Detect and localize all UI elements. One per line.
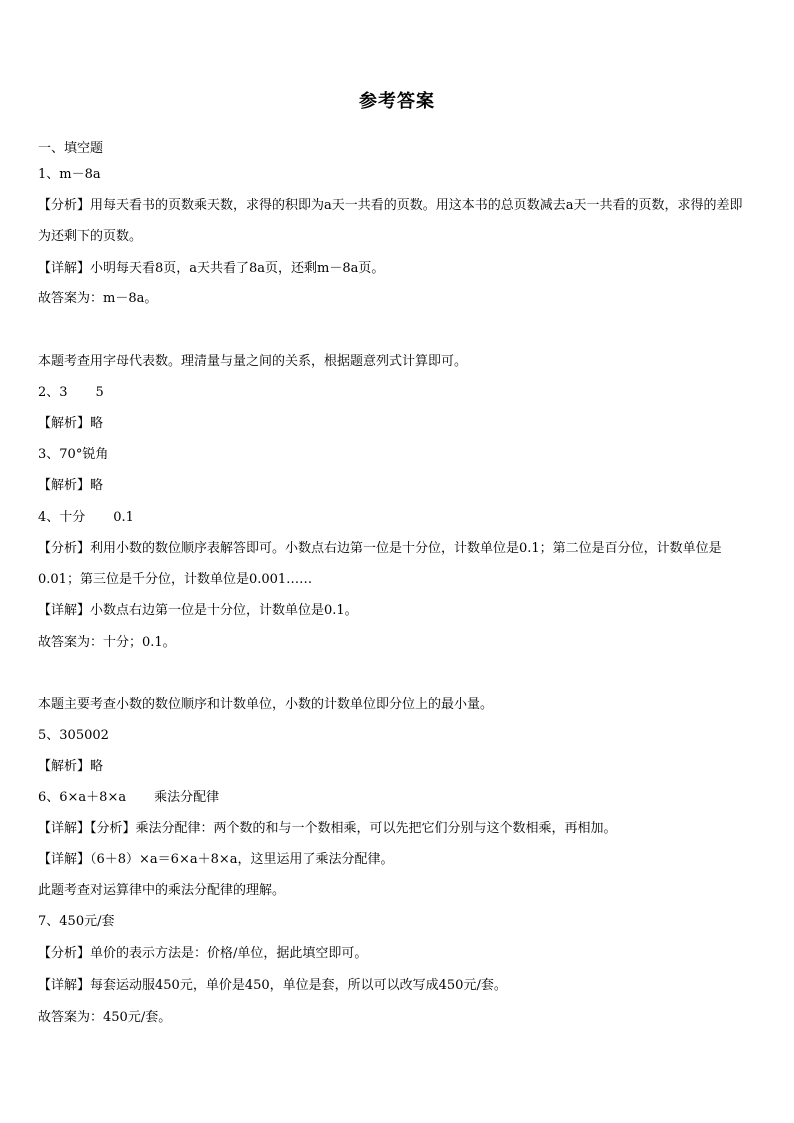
answer-2 bbox=[38, 384, 754, 402]
answer-4-second: 0.1 bbox=[113, 510, 134, 525]
answer-7: 7、450元/套 bbox=[38, 914, 115, 929]
answer-3: 3、70°锐角 bbox=[38, 447, 109, 462]
section-heading: 一、填空题 bbox=[38, 141, 104, 156]
answer-2-first: 2、3 bbox=[38, 385, 68, 400]
detail-6: 【详解】（6＋8）×a＝6×a＋8×a，这里运用了乘法分配律。 bbox=[38, 852, 394, 867]
conclusion-7: 故答案为：450元/套。 bbox=[38, 1010, 172, 1025]
answer-1: 1、m－8a bbox=[38, 167, 101, 182]
answer-4 bbox=[38, 509, 754, 527]
summary-1: 本题考查用字母代表数。理清量与量之间的关系，根据题意列式计算即可。 bbox=[38, 354, 468, 369]
analysis-6: 【详解】【分析】乘法分配律：两个数的和与一个数相乘，可以先把它们分别与这个数相乘，再相加。 bbox=[38, 821, 617, 836]
analysis-1: 【分析】用每天看书的页数乘天数，求得的积即为a天一共看的页数。用这本书的总页数减去a天一共看的页数，求得的差即为还剩下的页数。 bbox=[38, 198, 743, 244]
answer-6-second: 乘法分配律 bbox=[154, 790, 220, 805]
explanation-2: 【解析】略 bbox=[38, 416, 104, 431]
conclusion-1: 故答案为：m－8a。 bbox=[38, 291, 158, 306]
analysis-7: 【分析】单价的表示方法是：价格/单位，据此填空即可。 bbox=[38, 946, 368, 961]
answer-2-second: 5 bbox=[95, 385, 104, 400]
summary-6: 此题考查对运算律中的乘法分配律的理解。 bbox=[38, 883, 286, 898]
summary-4: 本题主要考查小数的数位顺序和计数单位，小数的计数单位即分位上的最小量。 bbox=[38, 697, 494, 712]
explanation-3: 【解析】略 bbox=[38, 478, 104, 493]
detail-7: 【详解】每套运动服450元，单价是450，单位是套，所以可以改写成450元/套。 bbox=[38, 978, 507, 993]
detail-4: 【详解】小数点右边第一位是十分位，计数单位是0.1。 bbox=[38, 603, 358, 618]
explanation-5: 【解析】略 bbox=[38, 759, 104, 774]
conclusion-4: 故答案为：十分；0.1。 bbox=[38, 635, 176, 650]
analysis-4: 【分析】利用小数的数位顺序表解答即可。小数点右边第一位是十分位，计数单位是0.1；第二位是百分位，计数单位是0.01；第三位是千分位，计数单位是0.001…… bbox=[38, 541, 722, 587]
answer-5: 5、305002 bbox=[38, 728, 109, 743]
page-title: 参考答案 bbox=[359, 91, 435, 112]
detail-1: 【详解】小明每天看8页，a天共看了8a页，还剩m－8a页。 bbox=[38, 261, 385, 276]
answer-4-first: 4、十分 bbox=[38, 510, 86, 525]
answer-6-first: 6、6×a＋8×a bbox=[38, 790, 127, 805]
answer-6 bbox=[38, 789, 754, 807]
